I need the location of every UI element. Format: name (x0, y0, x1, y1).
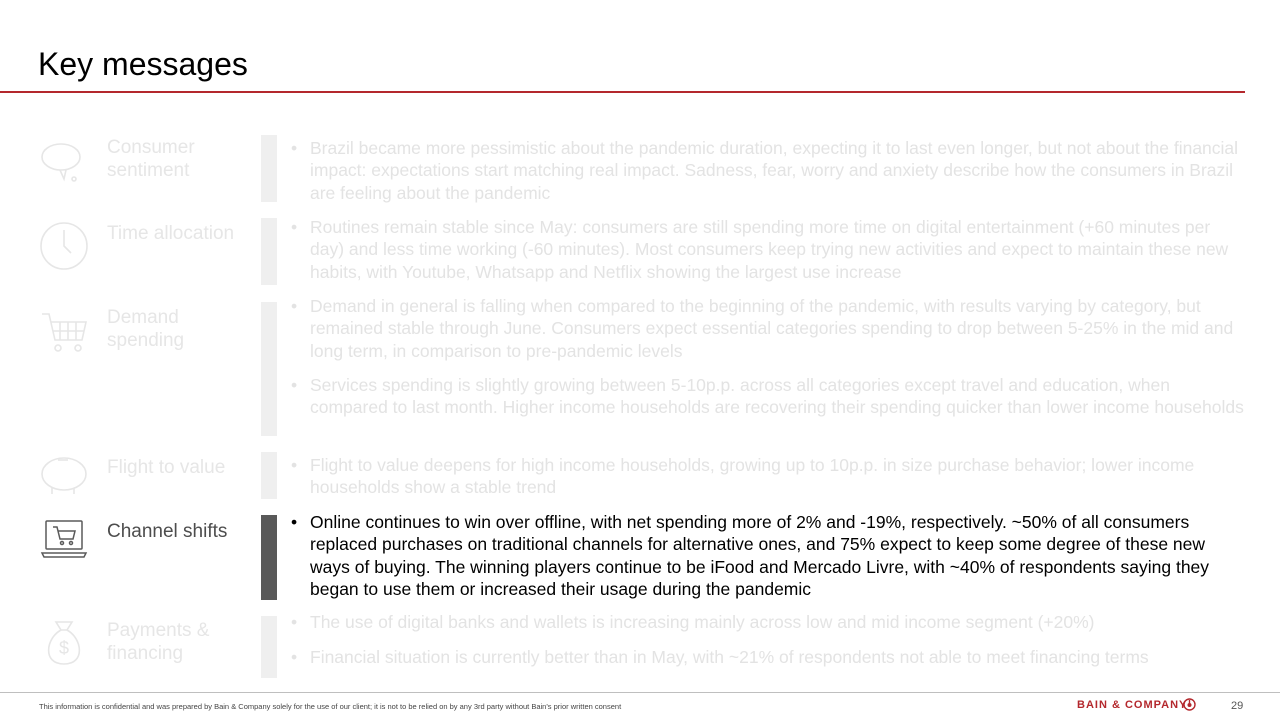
bullet-item: • Flight to value deepens for high income households, growing up to 10p.p. in size purchase behavior; lower income households show a stable trend (291, 454, 1246, 499)
bain-logo-mark-icon (1183, 698, 1196, 711)
clock-icon (38, 220, 90, 272)
section-bar (261, 452, 277, 499)
brand-logo-text: BAIN & COMPANY (1077, 699, 1188, 711)
footer-divider (0, 692, 1280, 693)
section-label: Payments & financing (107, 620, 210, 664)
money-bag-icon (38, 618, 90, 670)
section-label: Consumer sentiment (107, 137, 195, 181)
shopping-cart-icon (38, 308, 90, 360)
section-bar (261, 302, 277, 436)
bullet-item: • Routines remain stable since May: consumers are still spending more time on digital entertainment (+60 minutes per day) and less time working (-60 minutes). Most consumers keep trying new activities and expect to maintain these new habits, with Youtube, Whatsapp and Netflix showing the largest use increase (291, 216, 1246, 283)
bullet-item: • Demand in general is falling when compared to the beginning of the pandemic, with results varying by category, but remained stable through June. Consumers expect essential categories spending to drop between 5-25% in the mid and long term, in comparison to pre-pandemic levels (291, 295, 1246, 362)
section-label: Flight to value (107, 457, 226, 478)
section-label: Demand spending (107, 307, 185, 351)
bullet-item: • The use of digital banks and wallets is increasing mainly across low and mid income segment (+20%) (291, 611, 1246, 633)
bullet-item: • Online continues to win over offline, with net spending more of 2% and -19%, respectively. ~50% of all consumers replaced purchases on traditional channels for alternative ones, and 75% expect to keep some degree of these new ways of buying. The winning players continue to be iFood and Mercado Livre, with ~40% of respondents saying they began to use them or increased their usage during the pandemic (291, 511, 1246, 600)
title-divider (0, 91, 1245, 93)
section-bar (261, 515, 277, 600)
bullet-list (291, 511, 1246, 600)
bullet-list (291, 295, 1246, 418)
footer-disclaimer: This information is confidential and was prepared by Bain & Company solely for the use of our client; it is not to be relied on by any 3rd party without Bain's prior written consent (39, 702, 622, 711)
section-label: Time allocation (107, 223, 235, 244)
bullet-item: • Brazil became more pessimistic about the pandemic duration, expecting it to last even longer, but not about the financial impact: expectations start matching real impact. Sadness, fear, worry and anxiety describe how the consumers in Brazil are feeling about the pandemic (291, 137, 1246, 204)
piggy-bank-icon (38, 450, 90, 502)
section-bar (261, 218, 277, 285)
page-title: Key messages (38, 46, 248, 82)
section-bar (261, 135, 277, 202)
svg-text:$: $ (58, 638, 70, 658)
bullet-item: • Financial situation is currently better than in May, with ~21% of respondents not able to meet financing terms (291, 646, 1246, 668)
bullet-list (291, 137, 1246, 204)
bullet-list (291, 611, 1246, 669)
speech-bubble-icon (38, 137, 90, 189)
section-label: Channel shifts (107, 521, 228, 542)
bullet-list (291, 454, 1246, 499)
bullet-list (291, 216, 1246, 283)
section-bar (261, 616, 277, 678)
page-number: 29 (1231, 700, 1244, 712)
laptop-cart-icon (38, 517, 90, 569)
bullet-item: • Services spending is slightly growing between 5-10p.p. across all categories except travel and education, when compared to last month. Higher income households are recovering their spending quicker than lower income households (291, 374, 1246, 419)
